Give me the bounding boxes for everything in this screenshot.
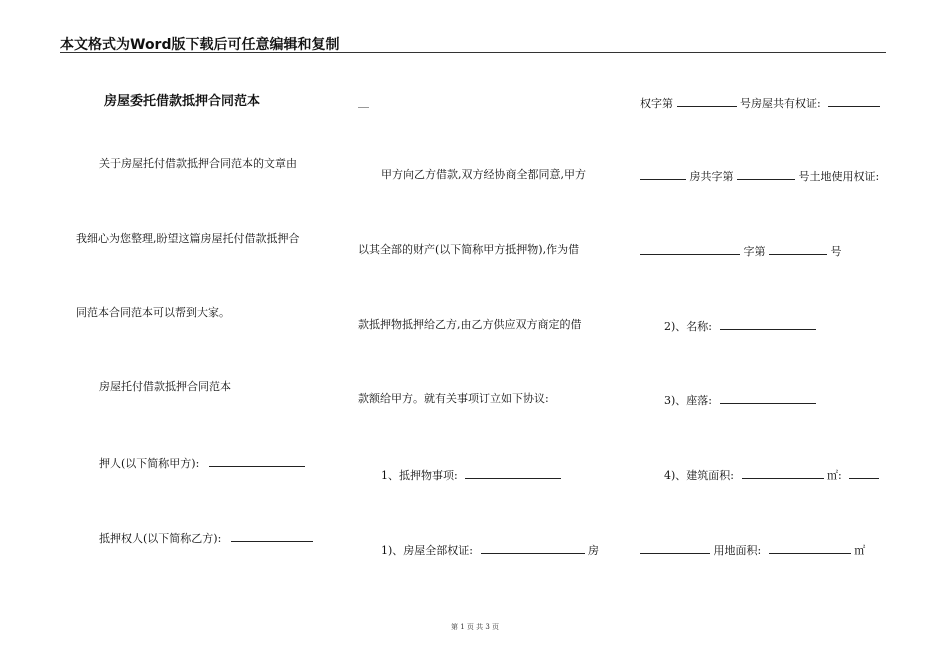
page-header: 本文格式为Word版下载后可任意编辑和复制: [60, 37, 340, 53]
location-line: [664, 392, 816, 408]
building-area-line: [664, 467, 879, 483]
cert-line-3-suffix: 号: [830, 245, 842, 258]
intro-line-1: 关于房屋托付借款抵押合同范本的文章由: [99, 157, 297, 170]
cert-line-3-prefix: 字第: [743, 245, 766, 258]
mortgagor-blank: [209, 455, 305, 467]
location-label: 3)、座落:: [664, 394, 712, 407]
ownership-cert-label: 1)、房屋全部权证:: [381, 544, 473, 557]
page-number: 第 1 页 共 3 页: [450, 623, 500, 631]
land-area-blank-a: [640, 542, 710, 554]
dash-mark: __: [358, 95, 369, 108]
building-area-blank-b: [849, 467, 879, 479]
cert-line-1-prefix: 权字第: [640, 97, 673, 110]
agreement-line-2: 以其全部的财产(以下简称甲方抵押物),作为借: [358, 243, 580, 256]
collateral-item-blank: [465, 467, 561, 479]
header-rule: [60, 52, 886, 53]
mortgagee-label: 抵押权人(以下简称乙方):: [99, 532, 222, 545]
ownership-cert-line: [381, 542, 599, 558]
collateral-item-line: [381, 467, 561, 483]
cert-line-1-label: 号房屋共有权证:: [740, 97, 821, 110]
collateral-item-label: 1、抵押物事项:: [381, 469, 458, 482]
cert-line-1: [640, 95, 880, 111]
cert-line-3-blank-a: [640, 243, 740, 255]
cert-line-3-blank-b: [769, 243, 827, 255]
agreement-line-1: 甲方向乙方借款,双方经协商全都同意,甲方: [381, 168, 586, 181]
agreement-line-4: 款额给甲方。就有关事项订立如下协议:: [358, 392, 549, 405]
cert-line-2-prefix: 房共字第: [689, 170, 734, 183]
cert-line-2-blank-a: [640, 168, 686, 180]
cert-line-2-blank-b: [737, 168, 795, 180]
name-line: [664, 318, 816, 334]
cert-line-1-blank-a: [677, 95, 737, 107]
document-title: 房屋委托借款抵押合同范本: [104, 94, 261, 109]
ownership-cert-blank: [481, 542, 585, 554]
mortgagor-line: [99, 455, 305, 471]
building-area-unit: ㎡:: [827, 469, 842, 482]
mortgagee-line: [99, 530, 313, 546]
building-area-blank: [742, 467, 824, 479]
location-blank: [720, 392, 816, 404]
intro-line-2: 我细心为您整理,盼望这篇房屋托付借款抵押合: [76, 232, 300, 245]
ownership-cert-suffix: 房: [588, 544, 599, 557]
cert-line-2: [640, 168, 879, 184]
mortgagee-blank: [231, 530, 313, 542]
cert-line-1-blank-b: [828, 95, 880, 107]
land-area-blank-b: [769, 542, 851, 554]
cert-line-3: [640, 243, 842, 259]
intro-line-3: 同范本合同范本可以帮到大家。: [76, 306, 230, 319]
land-area-line: [640, 542, 865, 558]
contract-subtitle: 房屋托付借款抵押合同范本: [99, 380, 231, 393]
name-label: 2)、名称:: [664, 320, 712, 333]
cert-line-2-label: 号土地使用权证:: [798, 170, 880, 183]
name-blank: [720, 318, 816, 330]
mortgagor-label: 押人(以下简称甲方):: [99, 457, 200, 470]
building-area-label: 4)、建筑面积:: [664, 469, 734, 482]
land-area-label: 用地面积:: [713, 544, 762, 557]
land-area-unit: ㎡: [854, 544, 866, 557]
agreement-line-3: 款抵押物抵押给乙方,由乙方供应双方商定的借: [358, 318, 582, 331]
